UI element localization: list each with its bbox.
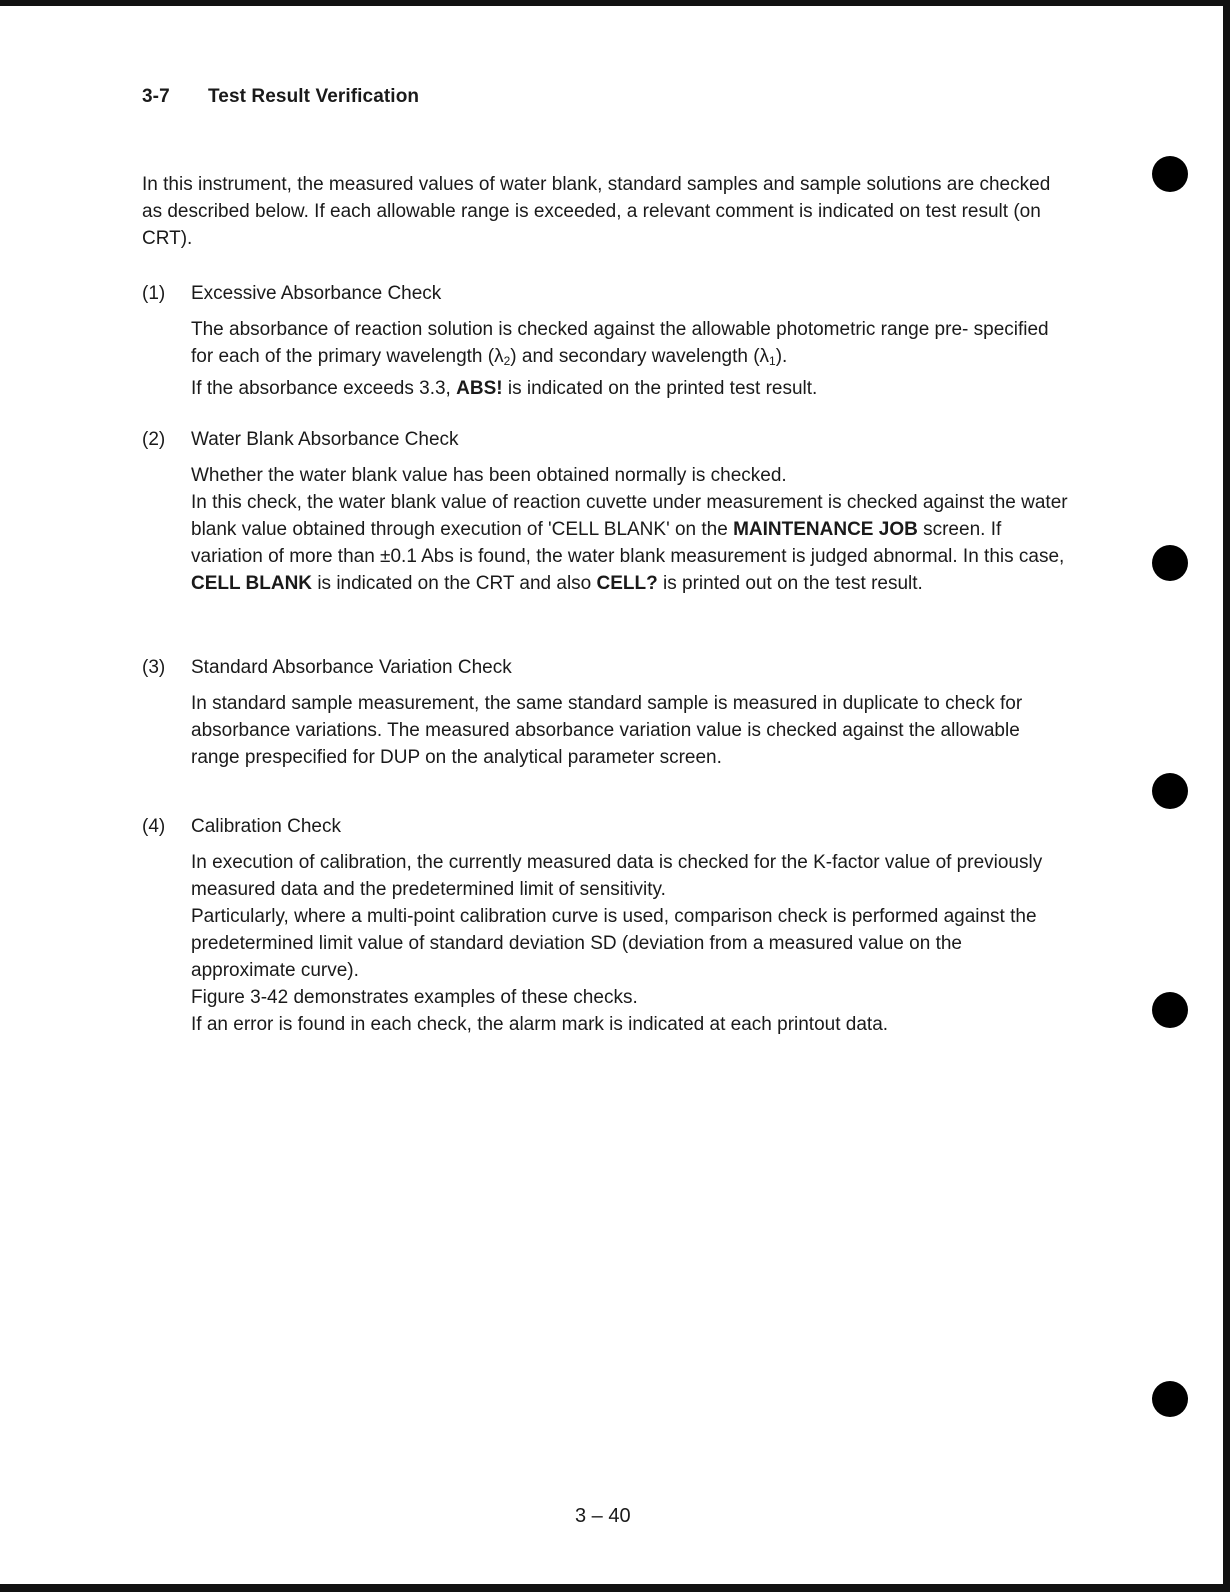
item-title xyxy=(142,654,1072,681)
item-heading: Water Blank Absorbance Check xyxy=(191,429,459,450)
item-number: (1) xyxy=(142,283,166,304)
binder-hole-icon xyxy=(1152,992,1188,1028)
item-body xyxy=(191,462,1071,597)
binder-hole-icon xyxy=(1152,773,1188,809)
check-item-4 xyxy=(142,813,1072,1038)
text-run: ). xyxy=(775,346,788,367)
check-item-3 xyxy=(142,654,1072,771)
item-title xyxy=(142,426,1072,453)
binder-hole-icon xyxy=(1152,1381,1188,1417)
item-body xyxy=(191,316,1071,402)
text-run: is indicated on the CRT and also xyxy=(312,573,597,594)
text-run: ) and secondary wavelength (λ xyxy=(510,346,770,367)
item-title xyxy=(142,280,1072,307)
check-item-1 xyxy=(142,280,1072,402)
binder-hole-icon xyxy=(1152,156,1188,192)
subscript: 2 xyxy=(503,354,511,368)
item-number: (4) xyxy=(142,816,166,837)
item-paragraph: Particularly, where a multi-point calibration curve is used, comparison check is performed against the predetermined limit value of standard deviation SD (deviation from a measured value on the approximate curve). xyxy=(191,906,1037,981)
item-number: (2) xyxy=(142,429,166,450)
page-number: 3 – 40 xyxy=(575,1505,631,1527)
text-run: The absorbance of reaction solution is checked against the allowable photometric range pre- specified for each of the primary wavelength (λ xyxy=(191,319,1049,367)
bold-term: CELL BLANK xyxy=(191,573,313,594)
item-paragraph: Figure 3-42 demonstrates examples of these checks. xyxy=(191,987,638,1008)
section-number: 3-7 xyxy=(142,86,170,107)
bold-term: CELL? xyxy=(596,573,658,594)
subscript: 1 xyxy=(769,354,776,368)
item-body xyxy=(191,690,1071,771)
text-run: is printed out on the test result. xyxy=(657,573,923,594)
item-paragraph: In execution of calibration, the currently measured data is checked for the K-factor value of previously measured data and the predetermined limit of sensitivity. xyxy=(191,852,1043,900)
text-run: screen. If variation of more than ±0.1 Abs is found, the water blank measurement is judged abnormal. In this case, xyxy=(191,519,1065,567)
item-paragraph xyxy=(191,316,1071,375)
item-body xyxy=(191,849,1071,1038)
text-run: is indicated on the printed test result. xyxy=(502,378,818,399)
item-heading: Calibration Check xyxy=(191,816,341,837)
item-paragraph: If an error is found in each check, the alarm mark is indicated at each printout data. xyxy=(191,1014,889,1035)
section-title: Test Result Verification xyxy=(208,86,420,107)
item-number: (3) xyxy=(142,657,166,678)
text-run: In this check, the water blank value of reaction cuvette under measurement is checked against the water blank value obtained through execution of 'CELL BLANK' on the xyxy=(191,492,1068,540)
bold-term: ABS! xyxy=(456,378,503,399)
item-title xyxy=(142,813,1072,840)
check-item-2 xyxy=(142,426,1072,597)
item-paragraph: Whether the water blank value has been obtained normally is checked. xyxy=(191,465,787,486)
binder-hole-icon xyxy=(1152,545,1188,581)
item-heading: Standard Absorbance Variation Check xyxy=(191,657,512,678)
bold-term: MAINTENANCE JOB xyxy=(733,519,918,540)
item-paragraph xyxy=(191,489,1071,597)
item-heading: Excessive Absorbance Check xyxy=(191,283,442,304)
item-paragraph: In standard sample measurement, the same standard sample is measured in duplicate to check for absorbance variations. The measured absorbance variation value is checked against the allowable range prespecified for DUP on the analytical parameter screen. xyxy=(191,693,1023,768)
section-heading xyxy=(142,86,419,108)
item-paragraph xyxy=(191,375,1071,402)
text-run: If the absorbance exceeds 3.3, xyxy=(191,378,457,399)
intro-paragraph: In this instrument, the measured values of water blank, standard samples and sample solutions are checked as described below. If each allowable range is exceeded, a relevant comment is indicated on test result (on CRT). xyxy=(142,174,1051,249)
